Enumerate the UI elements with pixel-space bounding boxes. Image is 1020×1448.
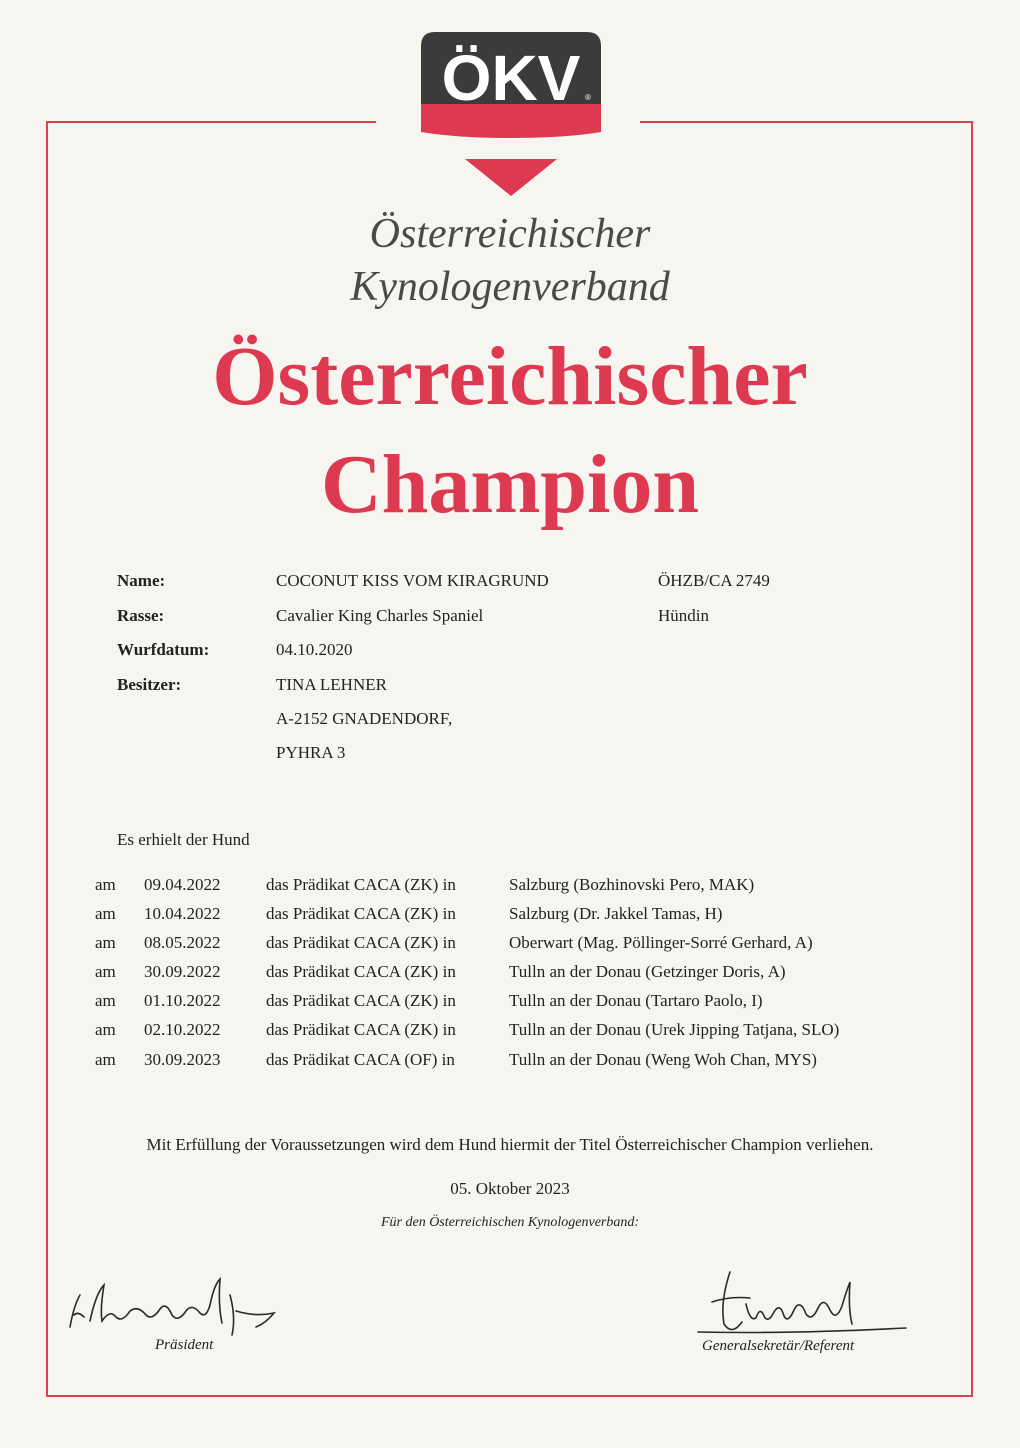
owner-name: TINA LEHNER [276, 675, 387, 694]
award-am: am [95, 991, 116, 1010]
award-location: Tulln an der Donau (Weng Woh Chan, MYS) [509, 1050, 817, 1069]
birth-label: Wurfdatum: [117, 640, 210, 659]
frame-bottom [46, 1395, 973, 1397]
title-line1: Österreichischer [212, 330, 808, 423]
award-am: am [95, 904, 116, 923]
award-row [0, 904, 1020, 928]
award-location: Tulln an der Donau (Getzinger Doris, A) [509, 962, 786, 981]
award-row [0, 1050, 1020, 1074]
award-row [0, 933, 1020, 957]
award-date: 02.10.2022 [144, 1020, 221, 1039]
award-row [0, 962, 1020, 986]
award-am: am [95, 962, 116, 981]
dog-birth: 04.10.2020 [276, 640, 353, 659]
award-am: am [95, 933, 116, 952]
org-name-line2: Kynologenverband [350, 264, 670, 310]
owner-address-line2: PYHRA 3 [276, 743, 346, 762]
award-predicate: das Prädikat CACA (ZK) in [266, 962, 456, 981]
award-predicate: das Prädikat CACA (OF) in [266, 1050, 455, 1069]
award-location: Tulln an der Donau (Tartaro Paolo, I) [509, 991, 763, 1010]
award-predicate: das Prädikat CACA (ZK) in [266, 904, 456, 923]
for-organization: Für den Österreichischen Kynologenverband: [380, 1215, 640, 1230]
intro-text: Es erhielt der Hund [117, 830, 250, 849]
award-location: Salzburg (Bozhinovski Pero, MAK) [509, 875, 755, 894]
frame-left [46, 121, 48, 1396]
secretary-role: Generalsekretär/Referent [702, 1338, 855, 1354]
logo-registered-mark: ® [585, 93, 591, 102]
org-name-line1: Österreichischer [369, 211, 651, 257]
award-location: Salzburg (Dr. Jakkel Tamas, H) [509, 904, 723, 923]
owner-address-line1: A-2152 GNADENDORF, [276, 709, 453, 728]
award-row [0, 991, 1020, 1015]
award-date: 30.09.2023 [144, 1050, 221, 1069]
title-line2: Champion [320, 438, 700, 531]
award-predicate: das Prädikat CACA (ZK) in [266, 933, 456, 952]
conclusion-text: Mit Erfüllung der Voraussetzungen wird dem Hund hiermit der Titel Österreichischer Champion verliehen. [146, 1135, 874, 1154]
award-date: 30.09.2022 [144, 962, 221, 981]
breed-label: Rasse: [117, 606, 165, 625]
logo-text: ÖKV [441, 42, 581, 114]
studbook-number: ÖHZB/CA 2749 [658, 571, 770, 590]
president-signature-icon [60, 1265, 290, 1345]
award-location: Tulln an der Donau (Urek Jipping Tatjana, SLO) [509, 1020, 840, 1039]
issue-date: 05. Oktober 2023 [450, 1179, 570, 1198]
frame-top-right [640, 121, 972, 123]
award-am: am [95, 1050, 116, 1069]
award-location: Oberwart (Mag. Pöllinger-Sorré Gerhard, A) [509, 933, 813, 952]
award-predicate: das Prädikat CACA (ZK) in [266, 1020, 456, 1039]
owner-label: Besitzer: [117, 675, 182, 694]
award-date: 08.05.2022 [144, 933, 221, 952]
award-am: am [95, 875, 116, 894]
award-date: 01.10.2022 [144, 991, 221, 1010]
dog-breed: Cavalier King Charles Spaniel [276, 606, 484, 625]
okv-logo [415, 28, 607, 200]
award-row [0, 1020, 1020, 1044]
frame-top-left [46, 121, 376, 123]
name-label: Name: [117, 571, 166, 590]
dog-sex: Hündin [658, 606, 709, 625]
frame-right [971, 121, 973, 1396]
award-am: am [95, 1020, 116, 1039]
award-date: 10.04.2022 [144, 904, 221, 923]
award-predicate: das Prädikat CACA (ZK) in [266, 991, 456, 1010]
dog-name: COCONUT KISS VOM KIRAGRUND [276, 571, 549, 590]
award-row [0, 875, 1020, 899]
award-predicate: das Prädikat CACA (ZK) in [266, 875, 456, 894]
award-date: 09.04.2022 [144, 875, 221, 894]
president-role: Präsident [155, 1337, 214, 1353]
